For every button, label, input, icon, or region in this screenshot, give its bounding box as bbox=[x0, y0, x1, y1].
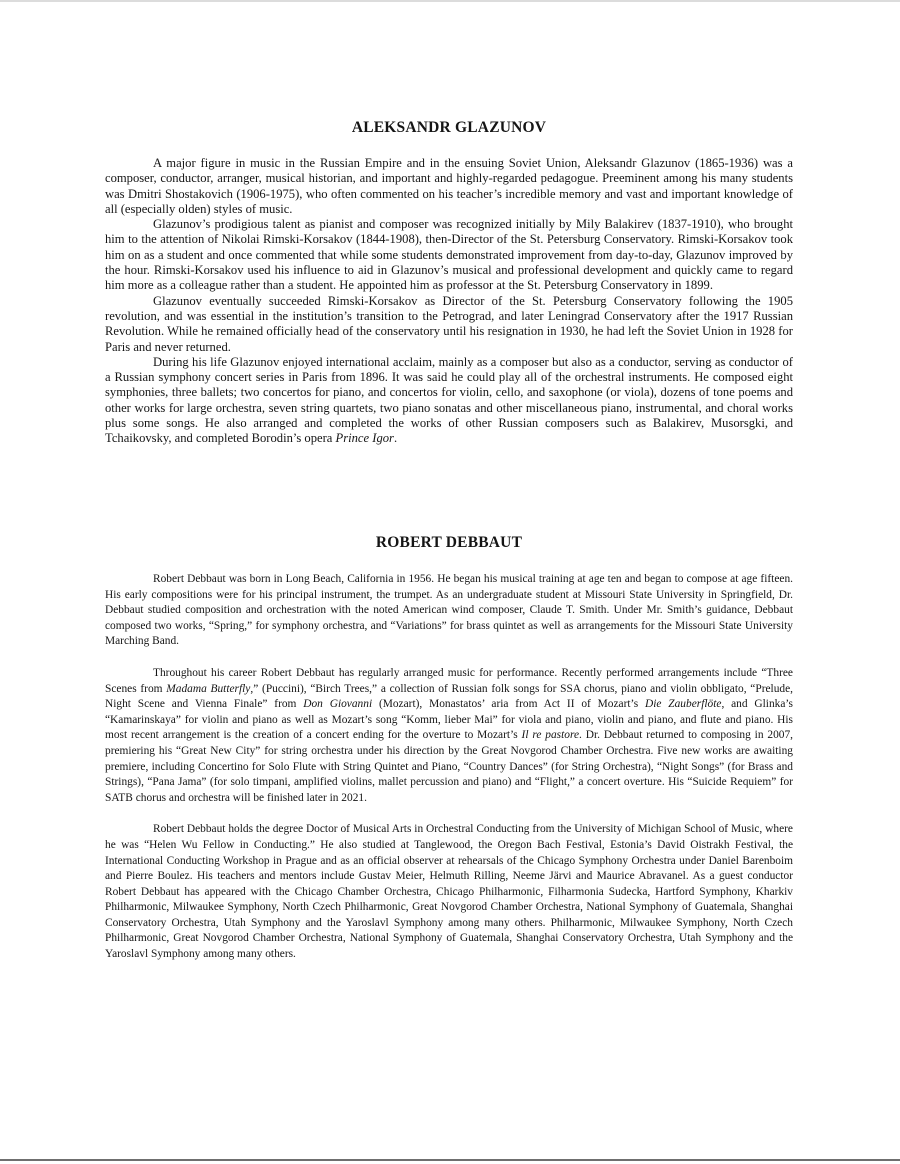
text-run: Glazunov eventually succeeded Rimski-Korsakov as Director of the St. Petersburg Conservatory following the 1905 revolution, and was essential in the institution’s transition to the Petrograd, and later Leningrad Conservatory after the 1917 Russian Revolution. While he remained officially head of the conservatory until his resignation in 1930, he had left the Soviet Union in 1928 for Paris and never returned. bbox=[105, 293, 793, 354]
italic-title: Die Zauberflöte bbox=[645, 698, 722, 711]
italic-title: Madama Butterfly bbox=[166, 682, 251, 695]
text-run: Glazunov’s prodigious talent as pianist and composer was recognized initially by Mily Balakirev (1837-1910), who brought him to the attention of Nikolai Rimski-Korsakov (1844-1908), then-Director of the St. Petersburg Conservatory. Rimski-Korsakov took him on as a student and once commented that while some students demonstrated improvement from day-to-day, Glazunov improved by the hour. Rimski-Korsakov used his influence to aid in Glazunov’s musical and professional development and quickly came to regard him more as a colleague rather than a student. He appointed him as professor at the St. Petersburg Conservatory in 1899. bbox=[105, 217, 793, 293]
italic-title: Il re pastore bbox=[521, 729, 580, 742]
text-run: Throughout his career Robert Debbaut has regularly arranged music for performance. Recently performed arrangements include “Three Scenes from bbox=[105, 666, 793, 695]
glazunov-section bbox=[105, 119, 793, 447]
glazunov-paragraph-4 bbox=[105, 355, 793, 447]
text-run: ,” (Puccini), “Birch Trees,” a collection of Russian folk songs for SSA chorus, piano and violin obbligato, “Prelude, Night Scene and Vienna Finale” from bbox=[105, 682, 794, 711]
italic-title: Prince Igor bbox=[335, 431, 394, 446]
debbaut-heading: ROBERT DEBBAUT bbox=[375, 534, 523, 551]
glazunov-paragraph-2 bbox=[105, 217, 793, 293]
text-run: , and Glinka’s “Kamarinskaya” for violin and piano as well as Mozart’s song “Komm, lieber Mai” for viola and piano, violin and piano, and flute and piano. His most recent arrangement is the creation of a concert ending for the overture to Mozart’s bbox=[105, 698, 793, 742]
scan-edge-top bbox=[0, 0, 900, 2]
debbaut-paragraph-2 bbox=[105, 666, 793, 806]
text-run: During his life Glazunov enjoyed international acclaim, mainly as a composer but also as a conductor, serving as conductor of a Russian symphony concert series in Paris from 1896. It was said he could play all of the orchestral instruments. He composed eight symphonies, three ballets; two concertos for piano, and concertos for violin, cello, and saxophone (or viola), dozens of tone poems and other works for large orchestra, seven string quartets, two piano sonatas and other miscellaneous piano, instrumental, and choral works plus some songs. He also arranged and completed the works of other Russian composers such as Balakirev, Musorsgki, and Tchaikovsky, and completed Borodin’s opera bbox=[105, 354, 793, 446]
debbaut-section bbox=[105, 534, 793, 963]
text-run: Robert Debbaut holds the degree Doctor of Musical Arts in Orchestral Conducting from the University of Michigan School of Music, where he was “Helen Wu Fellow in Conducting.” He also studied at Tanglewood, the Oregon Bach Festival, Estonia’s David Oistrakh Festival, the International Conducting Workshop in Prague and as an official observer at rehearsals of the Chicago Symphony Orchestra under Daniel Barenboim and Pierre Boulez. His teachers and mentors include Gustav Meier, Helmuth Rilling, Neeme Järvi and Maurice Abravanel. As a guest conductor Robert Debbaut has appeared with the Chicago Chamber Orchestra, Chicago Philharmonic, Filharmonia Sudecka, Hartford Symphony, Kharkiv Philharmonic, Milwaukee Symphony, North Czech Philharmonic, Great Novgorod Chamber Orchestra, National Symphony of Guatemala, Shanghai Conservatory Orchestra, Utah Symphony and the Yaroslavl Symphony among many others. Philharmonic, Milwaukee Symphony, North Czech Philharmonic, Great Novgorod Chamber Orchestra, National Symphony of Guatemala, Shanghai Conservatory Orchestra, Utah Symphony and the Yaroslavl Symphony among many others. bbox=[105, 823, 793, 961]
text-run: A major figure in music in the Russian Empire and in the ensuing Soviet Union, Aleksandr Glazunov (1865-1936) was a composer, conductor, arranger, musical historian, and important and highly-regarded pedagogue. Preeminent among his many students was Dmitri Shostakovich (1906-1975), who often commented on his teacher’s incredible memory and vast and important knowledge of all (especially olden) styles of music. bbox=[105, 156, 793, 216]
italic-title: Don Giovanni bbox=[303, 698, 373, 711]
glazunov-heading: ALEKSANDR GLAZUNOV bbox=[351, 119, 547, 136]
text-run: Robert Debbaut was born in Long Beach, California in 1956. He began his musical training at age ten and began to compose at age fifteen. His early compositions were for his principal instrument, the trumpet. As an undergraduate student at Missouri State University in Springfield, Dr. Debbaut studied composition and orchestration with the noted American wind composer, Claude T. Smith. Under Mr. Smith’s guidance, Debbaut composed two works, “Spring,” for symphony orchestra, and “Variations” for brass quintet as well as arrangements for the Missouri State University Marching Band. bbox=[105, 573, 793, 648]
scan-edge-bottom bbox=[0, 1159, 900, 1161]
glazunov-paragraph-1 bbox=[105, 156, 793, 217]
text-run: (Mozart), Monastatos’ aria from Act II of Mozart’s bbox=[372, 698, 645, 711]
glazunov-paragraph-3 bbox=[105, 294, 793, 355]
text-run: . bbox=[393, 431, 398, 446]
debbaut-paragraph-1 bbox=[105, 572, 793, 650]
text-run: . Dr. Debbaut returned to composing in 2007, premiering his “Great New City” for string orchestra under his direction by the Great Novgorod Chamber Orchestra. Five new works are awaiting premiere, including Concertino for Solo Flute with String Quintet and Piano, “Country Dances” (for String Orchestra), “Night Songs” (for Brass and Strings), “Pana Jama” (for solo timpani, amplified violins, mallet percussion and piano) and “Flight,” a concert overture. His “Suicide Requiem” for SATB chorus and orchestra will be finished later in 2021. bbox=[105, 729, 794, 804]
debbaut-paragraph-3 bbox=[105, 822, 793, 962]
